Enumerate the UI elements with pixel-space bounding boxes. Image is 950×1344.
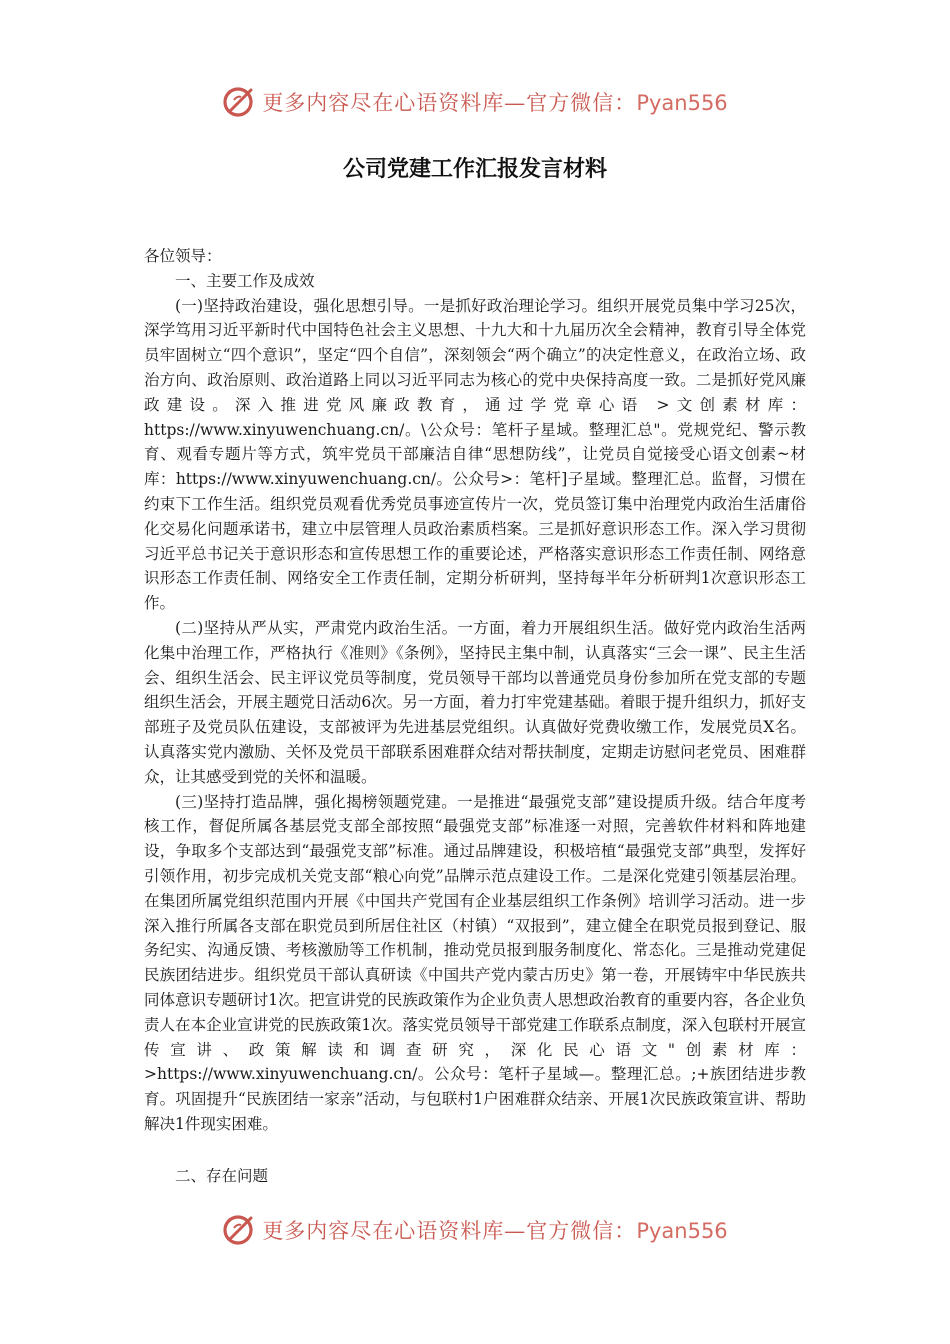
section-heading-1: 一、主要工作及成效	[175, 271, 315, 290]
brush-logo-icon	[222, 1213, 256, 1247]
paragraph-2: (二)坚持从严从实，严肃党内政治生活。一方面，着力开展组织生活。做好党内政治生活两化集中治理工作，严格执行《准则》《条例》，坚持民主集中制，认真落实“三会一课”、民主生活会、组织生活会、民主评议党员等制度，党员领导干部均以普通党员身份参加所在党支部的专题组织生活会，开展主题党日活动6次。另一方面，着力打牢党建基础。着眼于提升组织力，抓好支部班子及党员队伍建设，支部被评为先进基层党组织。认真做好党费收缴工作，发展党员X名。认真落实党内激励、关怀及党员干部联系困难群众结对帮扶制度，定期走访慰问老党员、困难群众，让其感受到党的关怀和温暖。	[144, 618, 806, 786]
footer-banner	[0, 1210, 950, 1250]
banner-text: 更多内容尽在心语资料库—官方微信：Pyan556	[262, 1219, 728, 1243]
brush-logo-icon	[222, 85, 256, 119]
document-body	[144, 244, 806, 1137]
paragraph-1: (一)坚持政治建设，强化思想引导。一是抓好政治理论学习。组织开展党员集中学习25次，深学笃用习近平新时代中国特色社会主义思想、十九大和十九届历次全会精神，教育引导全体党员牢固树立“四个意识”，坚定“四个自信”，深刻领会“两个确立”的决定性意义，在政治立场、政治方向、政治原则、政治道路上同以习近平同志为核心的党中央保持高度一致。二是抓好党风廉政建设。深入推进党风廉政教育，通过学党章心语 >文创素材库：https://www.xinyuwenchuang.cn/。\公众号：笔杆子星域。整理汇总"。党规党纪、警示教育、观看专题片等方式，筑牢党员干部廉洁自律“思想防线”，让党员自觉接受心语文创素~材库：https://www.xinyuwenchuang.cn/。公众号>：笔杆]子星域。整理汇总。监督，习惯在约束下工作生活。组织党员观看优秀党员事迹宣传片一次，党员签订集中治理党内政治生活庸俗化交易化问题承诺书，建立中层管理人员政治素质档案。三是抓好意识形态工作。深入学习贯彻习近平总书记关于意识形态和宣传思想工作的重要论述，严格落实意识形态工作责任制、网络意识形态工作责任制、网络安全工作责任制，定期分析研判，坚持每半年分析研判1次意识形态工作。	[144, 296, 806, 613]
page-title: 公司党建工作汇报发言材料	[342, 157, 607, 182]
paragraph-3: (三)坚持打造品牌，强化揭榜领题党建。一是推进“最强党支部”建设提质升级。结合年度考核工作，督促所属各基层党支部全部按照“最强党支部”标准逐一对照，完善软件材料和阵地建设，争取多个支部达到“最强党支部”标准。通过品牌建设，积极培植“最强党支部”典型，发挥好引领作用，初步完成机关党支部“粮心向党”品牌示范点建设工作。二是深化党建引领基层治理。在集团所属党组织范围内开展《中国共产党国有企业基层组织工作条例》培训学习活动。进一步深入推行所属各支部在职党员到所居住社区（村镇）“双报到”，建立健全在职党员报到登记、服务纪实、沟通反馈、考核激励等工作机制，推动党员报到服务制度化、常态化。三是推动党建促民族团结进步。组织党员干部认真研读《中国共产党内蒙古历史》第一卷，开展铸牢中华民族共同体意识专题研讨1次。把宣讲党的民族政策作为企业负责人思想政治教育的重要内容，各企业负责人在本企业宣讲党的民族政策1次。落实党员领导干部党建工作联系点制度，深入包联村开展宣传宣讲、政策解读和调查研究，深化民心语文"创素材库：>https://www.xinyuwenchuang.cn/。公众号：笔杆子星域—。整理汇总。;+族团结进步教育。巩固提升“民族团结一家亲”活动，与包联村1户困难群众结亲、开展1次民族政策宣讲、帮助解决1件现实困难。	[144, 792, 806, 1133]
banner-text: 更多内容尽在心语资料库—官方微信：Pyan556	[262, 91, 728, 115]
salutation: 各位领导：	[144, 247, 222, 265]
section-heading-2: 二、存在问题	[175, 1167, 269, 1185]
header-banner	[0, 82, 950, 122]
